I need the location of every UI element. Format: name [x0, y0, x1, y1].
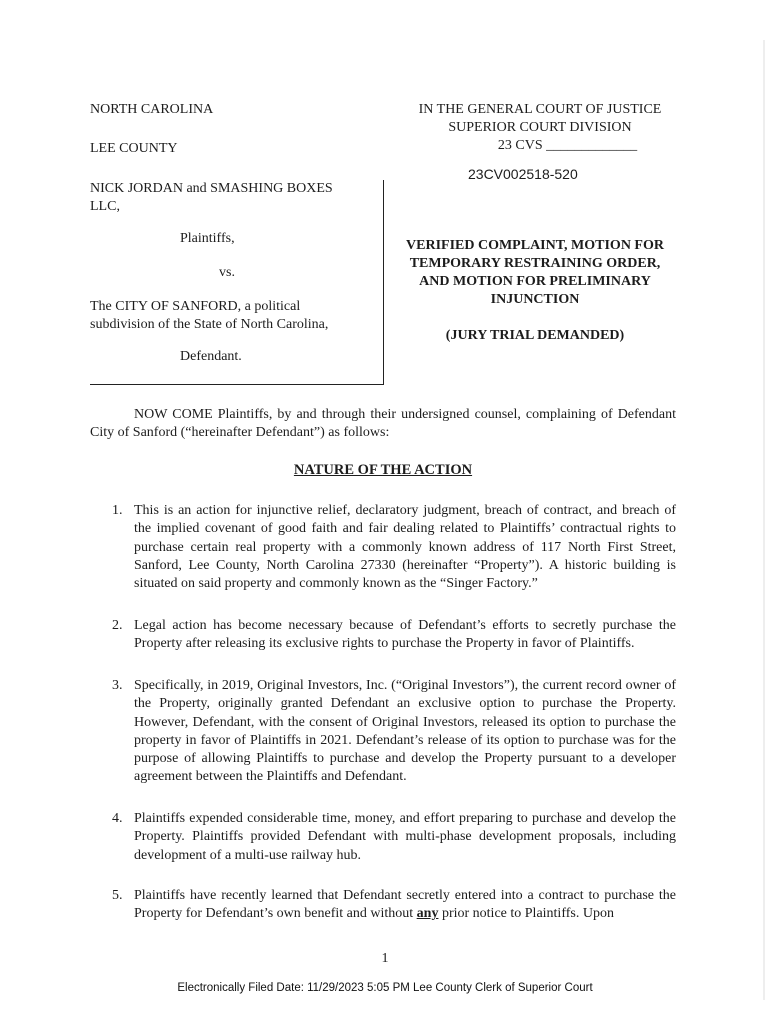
emphasis-any: any — [416, 906, 439, 922]
defendant-line-1: The CITY OF SANFORD, a political — [90, 299, 301, 314]
jury-demand: (JURY TRIAL DEMANDED) — [445, 328, 625, 343]
page-number: 1 — [381, 951, 389, 966]
defendant-block — [90, 298, 380, 334]
title-line-2: TEMPORARY RESTRAINING ORDER, — [409, 256, 661, 271]
paragraph-text: Plaintiffs expended considerable time, money, and effort preparing to purchase and develop the Property. Plaintiffs provided Defendant with multi-phase development proposals, including development of a multi-use railway hub. — [134, 811, 676, 863]
scan-edge — [763, 40, 765, 1000]
caption-horizontal-rule — [90, 384, 384, 385]
section-heading: NATURE OF THE ACTION — [293, 462, 473, 478]
title-line-1: VERIFIED COMPLAINT, MOTION FOR — [406, 238, 664, 253]
paragraph-text: This is an action for injunctive relief, declaratory judgment, breach of contract, and breach of the implied covenant of good faith and fair dealing related to Plaintiffs’ contractual rights to purchase certain real property with a commonly known address of 117 North First Street, Sanford, Lee County, North Carolina 27330 (hereinafter “Property”). A historic building is situated on said property and commonly known as the “Singer Factory.” — [134, 503, 676, 592]
defendant-line-2: subdivision of the State of North Carolina, — [90, 317, 329, 332]
paragraph-number: 4. — [112, 811, 123, 826]
paragraph-3 — [112, 677, 676, 787]
caption-state: NORTH CAROLINA — [90, 102, 214, 117]
paragraph-text-after: prior notice to Plaintiffs. Upon — [438, 906, 614, 922]
court-line-2: SUPERIOR COURT DIVISION — [448, 120, 632, 135]
caption-vertical-rule — [383, 180, 384, 385]
plaintiffs-label: Plaintiffs, — [180, 231, 235, 246]
paragraph-1 — [112, 502, 676, 593]
defendant-label: Defendant. — [180, 349, 242, 364]
paragraph-number: 1. — [112, 503, 123, 518]
intro-paragraph: NOW COME Plaintiffs, by and through their undersigned counsel, complaining of Defendant City of Sanford (“hereinafter Defendant”) as follows: — [90, 407, 676, 441]
paragraph-5 — [112, 887, 676, 924]
case-number: 23CV002518-520 — [468, 166, 578, 182]
paragraph-text: Legal action has become necessary because of Defendant’s efforts to secretly purchase the Property after releasing its exclusive rights to purchase the Property in favor of Plaintiffs. — [134, 618, 676, 652]
plaintiffs-line-2: LLC, — [90, 199, 120, 214]
paragraph-text: Specifically, in 2019, Original Investors, Inc. (“Original Investors”), the current record owner of the Property, originally granted Defendant an exclusive option to purchase the Property. However, Defendant, with the consent of Original Investors, released its option to purchase the property in favor of Plaintiffs in 2021. Defendant’s release of its option to purchase was for the purpose of allowing Plaintiffs to purchase and develop the Property pursuant to a developer agreement between the Plaintiffs and Defendant. — [134, 678, 676, 785]
paragraph-text-before: Plaintiffs have recently learned that Defendant secretly entered into a contract to purchase the Property for Defendant’s own benefit and without — [134, 888, 676, 922]
caption-county: LEE COUNTY — [90, 141, 178, 156]
title-line-4: INJUNCTION — [490, 292, 580, 307]
court-line-1: IN THE GENERAL COURT OF JUSTICE — [418, 102, 662, 117]
plaintiffs-block — [90, 180, 375, 216]
court-line-3: 23 CVS _____________ — [497, 138, 638, 153]
filing-footer: Electronically Filed Date: 11/29/2023 5:05 PM Lee County Clerk of Superior Court — [177, 982, 593, 994]
document-title — [390, 237, 680, 309]
versus: vs. — [219, 265, 235, 280]
title-line-3: AND MOTION FOR PRELIMINARY — [419, 274, 651, 289]
paragraph-number: 3. — [112, 678, 123, 693]
paragraph-4 — [112, 810, 676, 865]
court-heading — [395, 101, 685, 155]
paragraph-2 — [112, 617, 676, 654]
paragraph-number: 5. — [112, 888, 123, 903]
paragraph-number: 2. — [112, 618, 123, 633]
paragraph-text — [134, 887, 676, 924]
plaintiffs-line-1: NICK JORDAN and SMASHING BOXES — [90, 181, 333, 196]
